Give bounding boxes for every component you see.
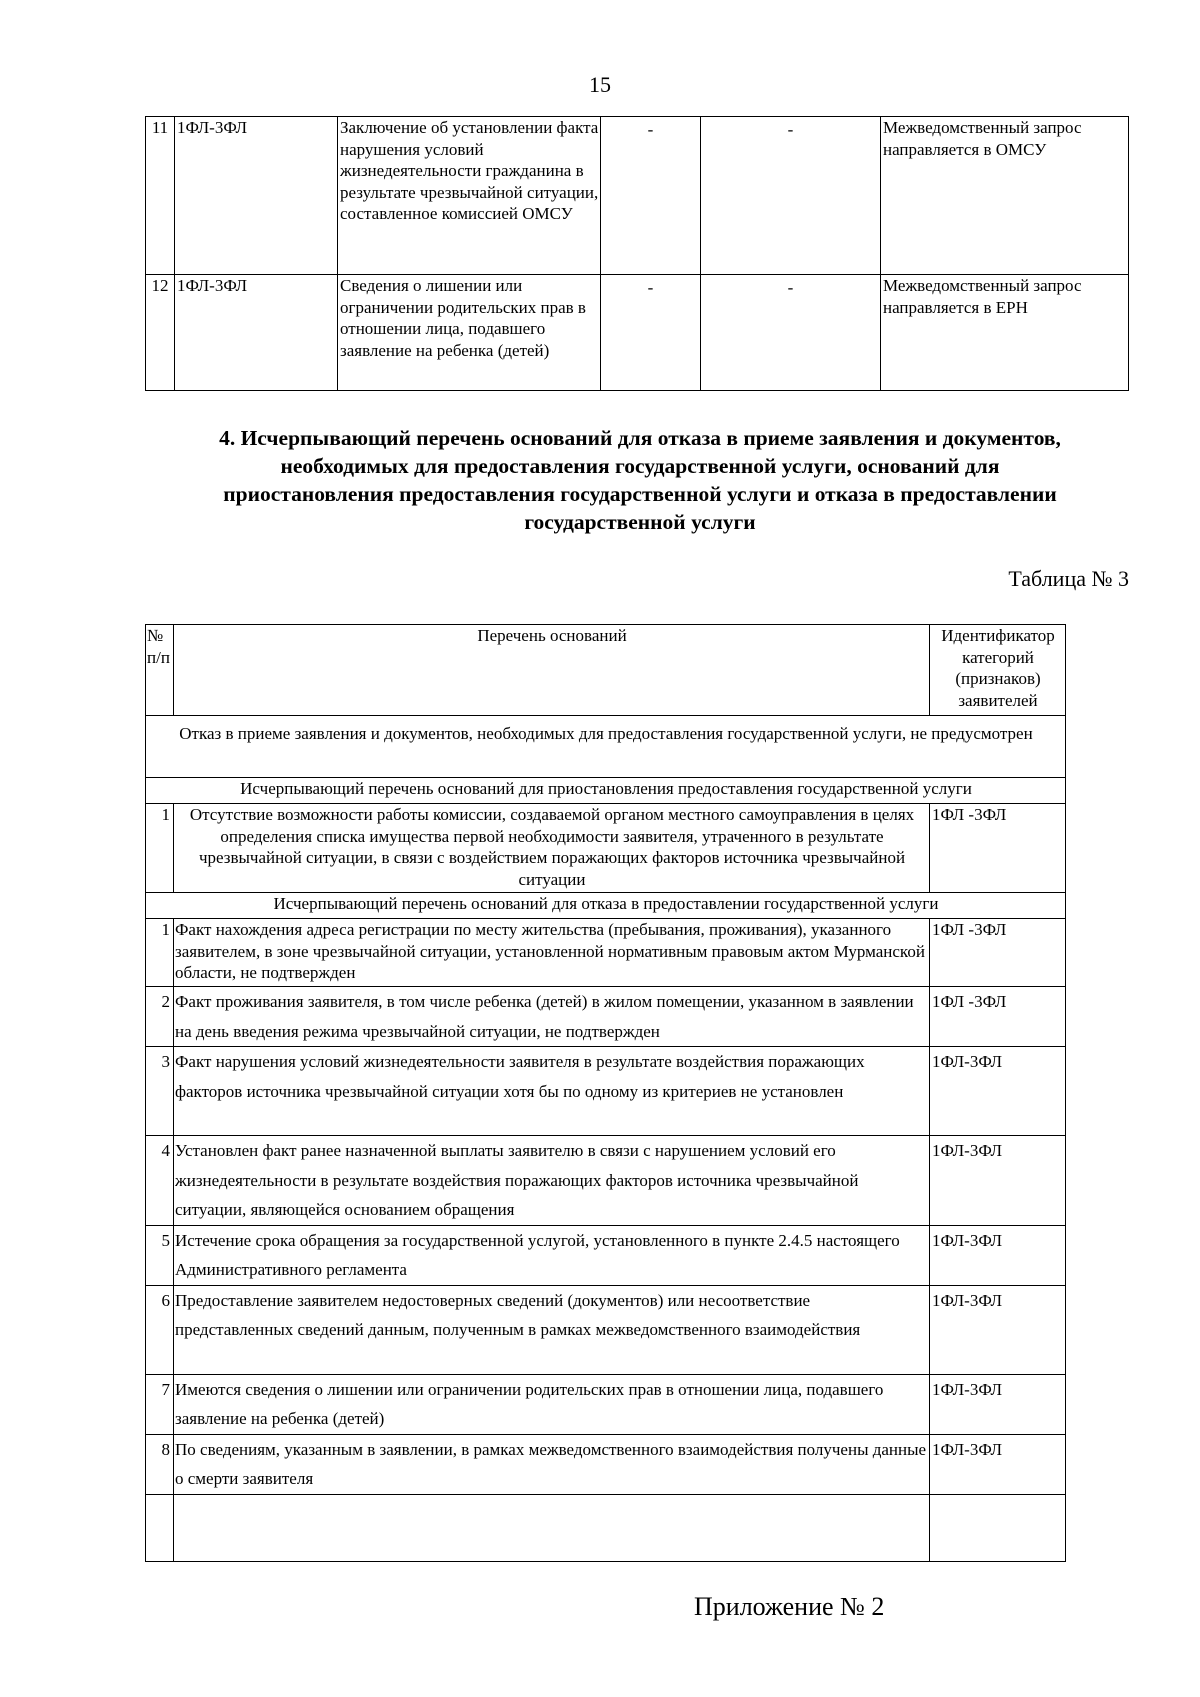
table-row: [146, 1434, 1066, 1494]
table-caption: Таблица № 3: [1008, 566, 1129, 591]
reason-text: Факт проживания заявителя, в том числе ребенка (детей) в жилом помещении, указанном в заявлении на день введения режима чрезвычайной ситуации, не подтвержден: [174, 987, 930, 1047]
dash-cell: -: [601, 117, 701, 275]
section-heading: 4. Исчерпывающий перечень оснований для отказа в приеме заявления и документов, необходимых для предоставления государственной услуги, оснований для приостановления предоставления государственной услуги и отказа в предоставлении государственной услуги: [219, 426, 1061, 534]
section-suspension: Исчерпывающий перечень оснований для приостановления предоставления государственной услуги: [146, 778, 1066, 804]
grounds-table: [145, 624, 1066, 1562]
identifier-cell: 1ФЛ -3ФЛ: [930, 987, 1066, 1047]
reason-text: Отсутствие возможности работы комиссии, создаваемой органом местного самоуправления в целях определения списка имущества первой необходимости заявителя, утраченного в результате чрезвычайной ситуации, в связи с воздействием поражающих факторов источника чрезвычайной ситуации: [174, 804, 930, 893]
category-cell: 1ФЛ-3ФЛ: [175, 117, 338, 275]
identifier-cell: 1ФЛ-3ФЛ: [930, 1374, 1066, 1434]
document-cell: Заключение об установлении факта нарушения условий жизнедеятельности гражданина в результате чрезвычайной ситуации, составленное комиссией ОМСУ: [338, 117, 601, 275]
identifier-cell: 1ФЛ-3ФЛ: [930, 1225, 1066, 1285]
row-number: 3: [146, 1047, 174, 1136]
row-number: 12: [146, 275, 175, 391]
table-row: [146, 804, 1066, 893]
dash-cell: -: [701, 117, 881, 275]
table-row: [146, 1225, 1066, 1285]
document-cell: Сведения о лишении или ограничении родительских прав в отношении лица, подавшего заявление на ребенка (детей): [338, 275, 601, 391]
empty-row: [146, 1494, 1066, 1561]
empty-cell: [174, 1494, 930, 1561]
empty-cell: [930, 1494, 1066, 1561]
section-row: [146, 893, 1066, 919]
row-number: 4: [146, 1136, 174, 1226]
table-row: [146, 117, 1129, 275]
category-cell: 1ФЛ-3ФЛ: [175, 275, 338, 391]
section-row: [146, 778, 1066, 804]
reason-text: Предоставление заявителем недостоверных сведений (документов) или несоответствие представленных сведений данным, полученным в рамках межведомственного взаимодействия: [174, 1285, 930, 1374]
top-documents-table: [145, 116, 1129, 391]
table-row: [146, 1047, 1066, 1136]
row-number: 2: [146, 987, 174, 1047]
row-number: 8: [146, 1434, 174, 1494]
row-number: 7: [146, 1374, 174, 1434]
table-row: [146, 275, 1129, 391]
header-row: [146, 625, 1066, 716]
reason-text: Факт нарушения условий жизнедеятельности заявителя в результате воздействия поражающих факторов источника чрезвычайной ситуации хотя бы по одному из критериев не установлен: [174, 1047, 930, 1136]
appendix-label: Приложение № 2: [694, 1592, 885, 1621]
section-refusal-reception: Отказ в приеме заявления и документов, необходимых для предоставления государственной услуги, не предусмотрен: [146, 716, 1066, 778]
reason-text: Факт нахождения адреса регистрации по месту жительства (пребывания, проживания), указанного заявителем, в зоне чрезвычайной ситуации, установленной нормативным правовым актом Мурманской области, не подтвержден: [174, 919, 930, 987]
row-number: 11: [146, 117, 175, 275]
identifier-cell: 1ФЛ -3ФЛ: [930, 804, 1066, 893]
row-number: 6: [146, 1285, 174, 1374]
row-number: 1: [146, 804, 174, 893]
table-row: [146, 1136, 1066, 1226]
reason-text: Установлен факт ранее назначенной выплаты заявителю в связи с нарушением условий его жизнедеятельности в результате воздействия поражающих факторов источника чрезвычайной ситуации, являющейся основанием обращения: [174, 1136, 930, 1226]
identifier-cell: 1ФЛ-3ФЛ: [930, 1285, 1066, 1374]
section-refusal: Исчерпывающий перечень оснований для отказа в предоставлении государственной услуги: [146, 893, 1066, 919]
reason-text: По сведениям, указанным в заявлении, в рамках межведомственного взаимодействия получены данные о смерти заявителя: [174, 1434, 930, 1494]
header-num: № п/п: [146, 625, 174, 716]
table-row: [146, 987, 1066, 1047]
header-reasons: Перечень оснований: [174, 625, 930, 716]
dash-cell: -: [601, 275, 701, 391]
note-cell: Межведомственный запрос направляется в ОМСУ: [881, 117, 1129, 275]
page-number: 15: [589, 72, 611, 97]
reason-text: Имеются сведения о лишении или ограничении родительских прав в отношении лица, подавшего заявление на ребенка (детей): [174, 1374, 930, 1434]
identifier-cell: 1ФЛ-3ФЛ: [930, 1136, 1066, 1226]
identifier-cell: 1ФЛ -3ФЛ: [930, 919, 1066, 987]
table-row: [146, 1285, 1066, 1374]
row-number: 1: [146, 919, 174, 987]
reason-text: Истечение срока обращения за государственной услугой, установленного в пункте 2.4.5 настоящего Административного регламента: [174, 1225, 930, 1285]
empty-cell: [146, 1494, 174, 1561]
table-row: [146, 1374, 1066, 1434]
identifier-cell: 1ФЛ-3ФЛ: [930, 1434, 1066, 1494]
section-row: [146, 716, 1066, 778]
row-number: 5: [146, 1225, 174, 1285]
note-cell: Межведомственный запрос направляется в ЕРН: [881, 275, 1129, 391]
identifier-cell: 1ФЛ-3ФЛ: [930, 1047, 1066, 1136]
header-identifier: Идентификатор категорий (признаков) заявителей: [930, 625, 1066, 716]
dash-cell: -: [701, 275, 881, 391]
table-row: [146, 919, 1066, 987]
